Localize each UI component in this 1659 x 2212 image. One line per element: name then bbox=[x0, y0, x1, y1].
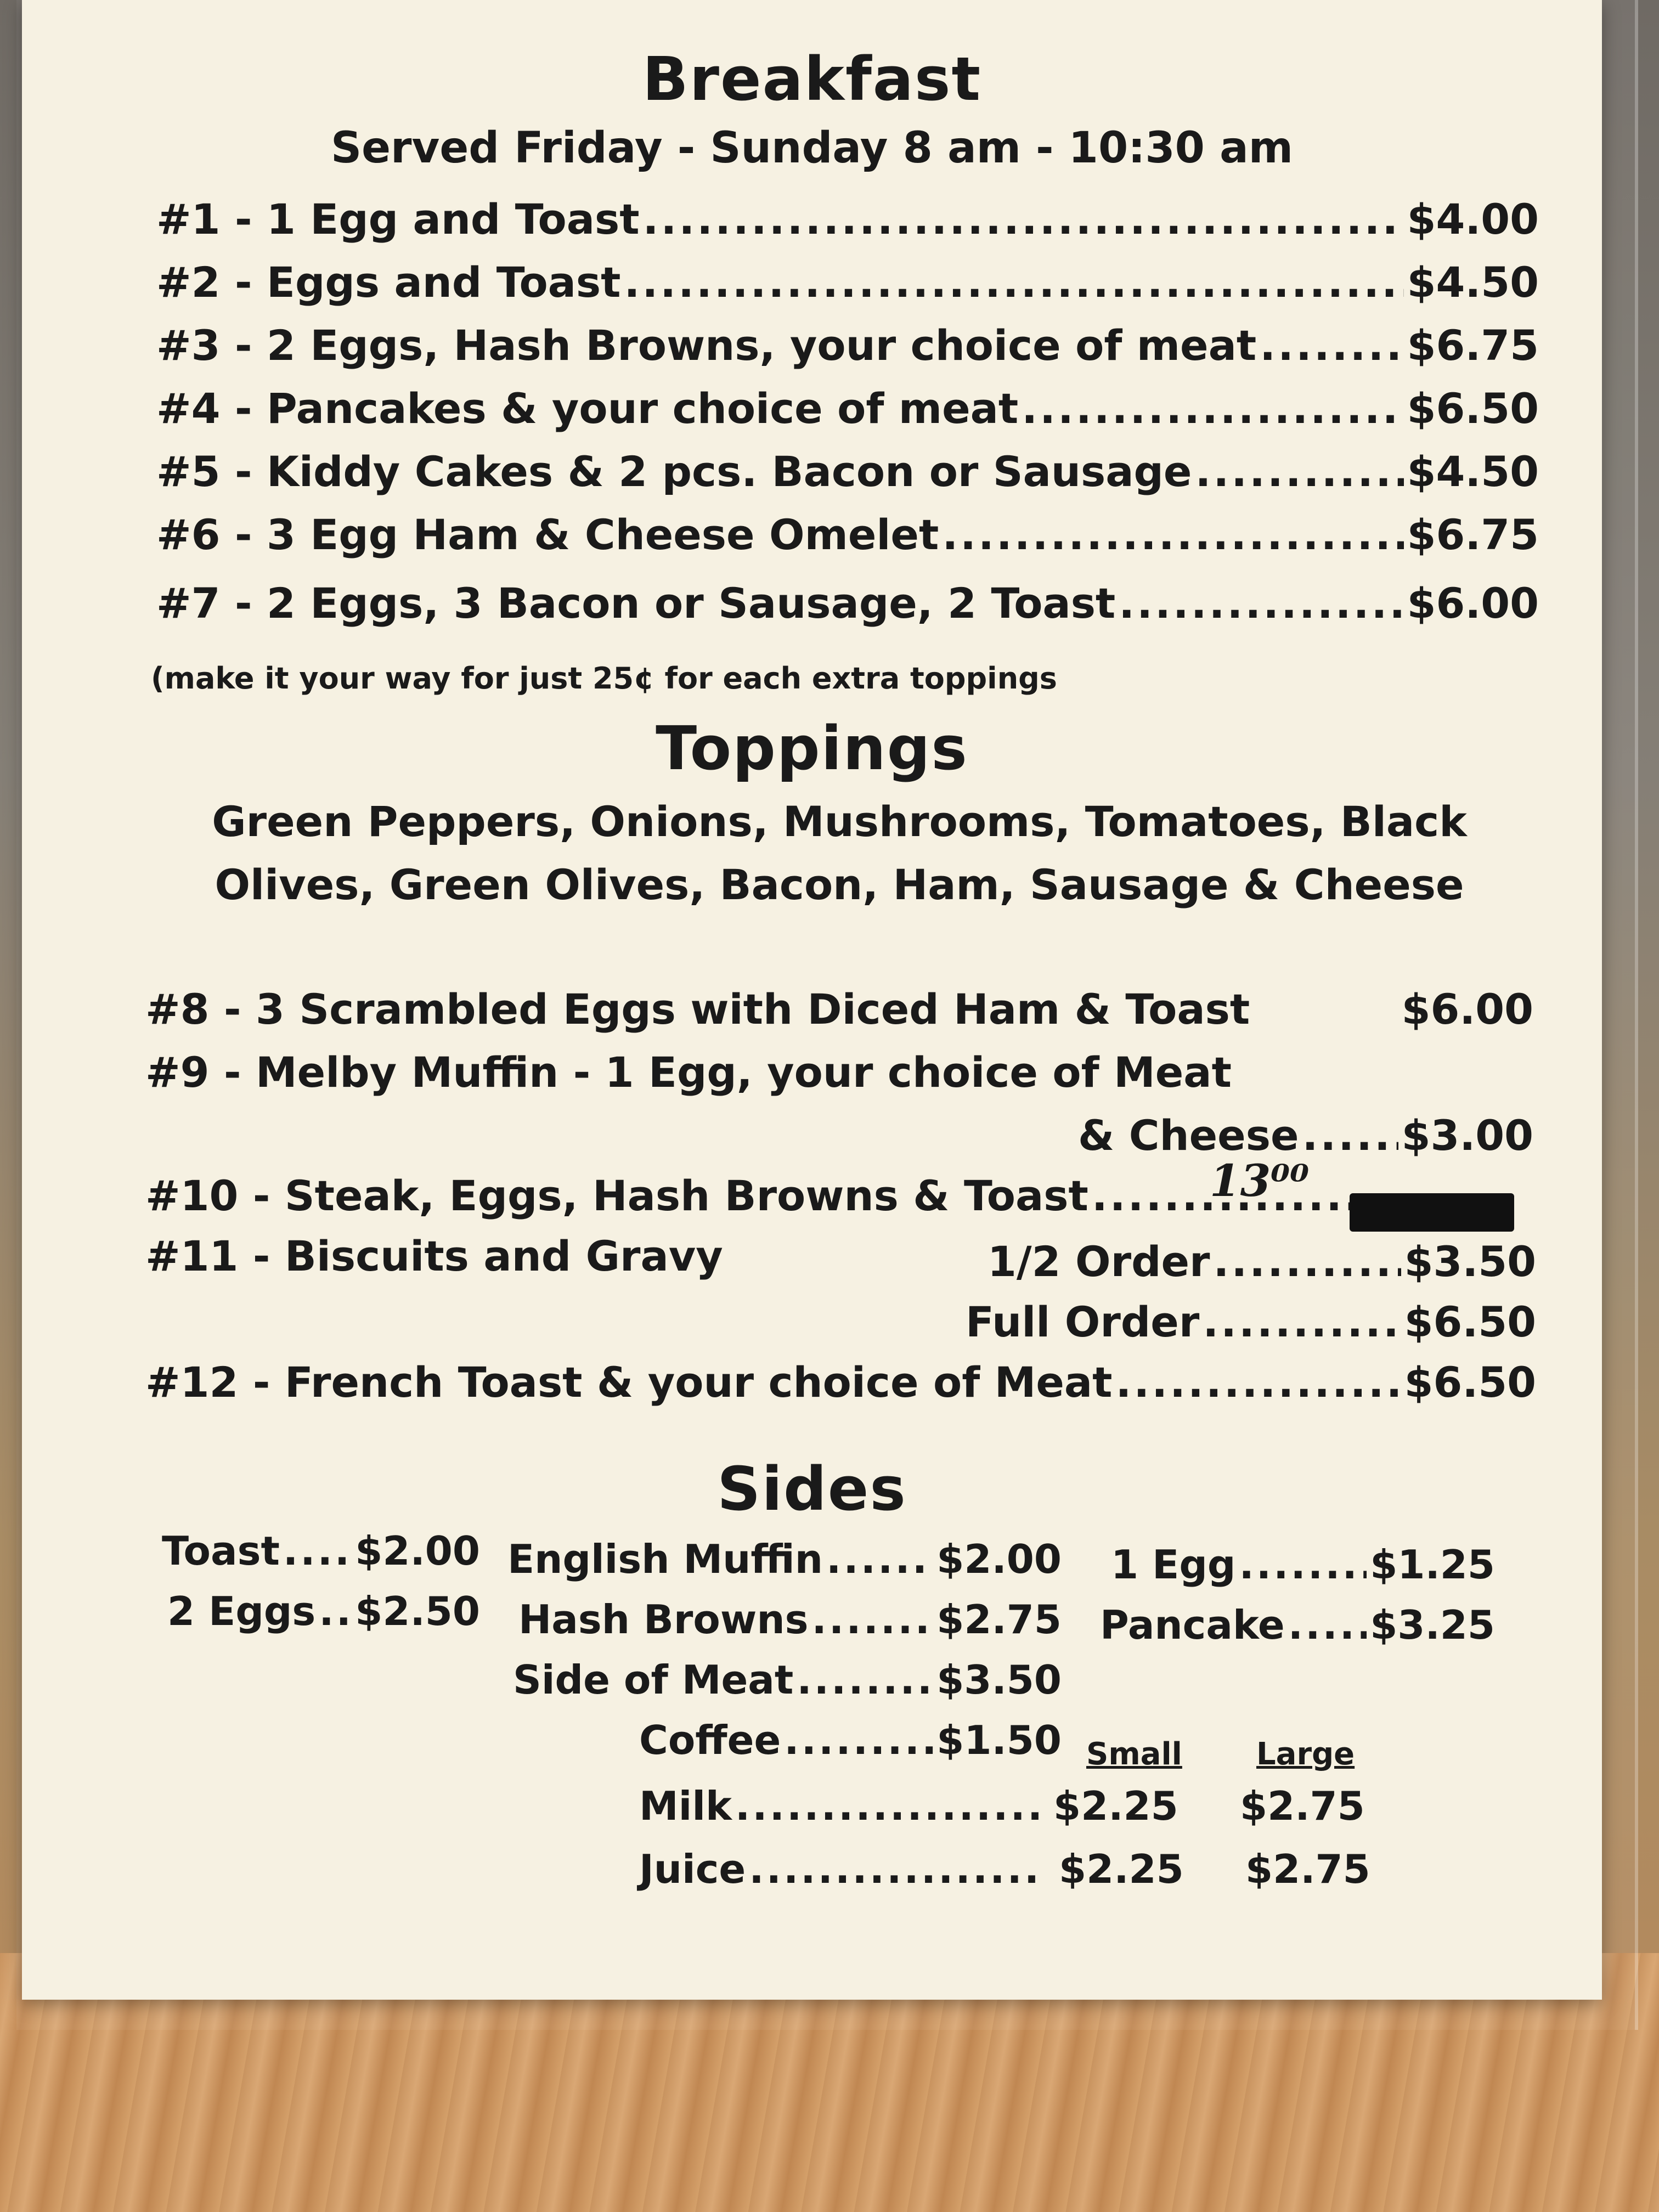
menu-item bbox=[145, 985, 1533, 1034]
leader-dots bbox=[812, 1596, 934, 1643]
item-name: #10 - Steak, Eggs, Hash Browns & Toast bbox=[145, 1171, 1088, 1220]
menu-item bbox=[156, 321, 1539, 370]
menu-item bbox=[156, 510, 1539, 559]
breakfast-hours: Served Friday - Sunday 8 am - 10:30 am bbox=[330, 123, 1294, 173]
menu-sheet bbox=[22, 0, 1602, 2000]
side-name: Coffee bbox=[639, 1717, 781, 1763]
leader-dots bbox=[1302, 1111, 1398, 1160]
item-name: #9 - Melby Muffin - 1 Egg, your choice of Meat bbox=[145, 1048, 1232, 1097]
leader-dots bbox=[826, 1536, 933, 1582]
menu-item bbox=[156, 579, 1539, 628]
side-name: 2 Eggs bbox=[167, 1588, 316, 1634]
side-item bbox=[507, 1536, 1062, 1582]
toppings-list bbox=[159, 790, 1520, 916]
menu-item bbox=[988, 1237, 1536, 1286]
side-name: Side of Meat bbox=[513, 1657, 794, 1703]
item-name: #5 - Kiddy Cakes & 2 pcs. Bacon or Sausage bbox=[156, 447, 1192, 496]
item-name: #12 - French Toast & your choice of Meat bbox=[145, 1358, 1113, 1407]
item-name: #11 - Biscuits and Gravy bbox=[145, 1232, 723, 1280]
side-name: 1 Egg bbox=[1111, 1542, 1236, 1588]
drink-item bbox=[639, 1846, 1045, 1892]
item-name: #7 - 2 Eggs, 3 Bacon or Sausage, 2 Toast bbox=[156, 579, 1116, 628]
leader-dots bbox=[1022, 384, 1403, 433]
leader-dots bbox=[942, 510, 1403, 559]
item-name: #1 - 1 Egg and Toast bbox=[156, 195, 640, 244]
item-price: $6.50 bbox=[1404, 1358, 1536, 1407]
leader-dots bbox=[749, 1846, 1042, 1892]
item-price: $6.00 bbox=[1407, 579, 1539, 628]
side-price: $1.25 bbox=[1370, 1542, 1495, 1588]
handwritten-price: 13⁰⁰ bbox=[1210, 1155, 1310, 1206]
item-price: $6.00 bbox=[1401, 985, 1533, 1034]
extra-toppings-note: (make it your way for just 25¢ for each extra toppings bbox=[151, 661, 1057, 696]
drink-price-large: $2.75 bbox=[1240, 1783, 1365, 1829]
size-header-large: Large bbox=[1256, 1736, 1355, 1772]
item-name: #6 - 3 Egg Ham & Cheese Omelet bbox=[156, 510, 939, 559]
side-item bbox=[639, 1717, 1062, 1763]
toppings-line: Olives, Green Olives, Bacon, Ham, Sausage & Cheese bbox=[215, 860, 1464, 909]
menu-item bbox=[156, 195, 1539, 244]
side-item bbox=[1100, 1602, 1495, 1648]
side-item bbox=[513, 1657, 1062, 1703]
leader-dots bbox=[624, 258, 1404, 307]
item-price: $6.50 bbox=[1404, 1297, 1536, 1346]
item-price: $4.50 bbox=[1407, 447, 1539, 496]
leader-dots bbox=[1119, 579, 1403, 628]
side-price: $2.75 bbox=[936, 1596, 1062, 1643]
menu-item bbox=[156, 384, 1539, 433]
item-price: $4.00 bbox=[1407, 195, 1539, 244]
leader-dots bbox=[797, 1657, 933, 1703]
toppings-line: Green Peppers, Onions, Mushrooms, Tomatoes, Black bbox=[212, 797, 1467, 846]
drink-item bbox=[639, 1783, 1045, 1829]
side-name: Pancake bbox=[1100, 1602, 1285, 1648]
leader-dots bbox=[283, 1528, 352, 1574]
side-item bbox=[1111, 1542, 1495, 1588]
side-item bbox=[167, 1588, 480, 1634]
item-name: #4 - Pancakes & your choice of meat bbox=[156, 384, 1019, 433]
menu-item bbox=[145, 1358, 1536, 1407]
leader-dots bbox=[1195, 447, 1403, 496]
breakfast-title: Breakfast bbox=[642, 44, 982, 114]
side-item bbox=[518, 1596, 1062, 1643]
menu-item bbox=[1078, 1111, 1533, 1160]
sides-title: Sides bbox=[717, 1454, 907, 1524]
item-price: $6.75 bbox=[1407, 321, 1539, 370]
side-price: $1.50 bbox=[936, 1717, 1062, 1763]
blacked-out-price bbox=[1350, 1193, 1514, 1232]
item-name-continued: & Cheese bbox=[1078, 1111, 1299, 1160]
leader-dots bbox=[1239, 1542, 1367, 1588]
leader-dots bbox=[1214, 1237, 1401, 1286]
side-price: $2.00 bbox=[936, 1536, 1062, 1582]
side-price: $2.50 bbox=[355, 1588, 480, 1634]
side-price: $2.00 bbox=[355, 1528, 480, 1574]
drink-price-large: $2.75 bbox=[1245, 1846, 1370, 1892]
item-price: $3.00 bbox=[1401, 1111, 1533, 1160]
leader-dots bbox=[1288, 1602, 1367, 1648]
menu-item bbox=[966, 1297, 1536, 1346]
side-name: Toast bbox=[162, 1528, 280, 1574]
leader-dots bbox=[643, 195, 1404, 244]
menu-item bbox=[156, 258, 1539, 307]
item-price: $3.50 bbox=[1404, 1237, 1536, 1286]
item-name: #3 - 2 Eggs, Hash Browns, your choice of meat bbox=[156, 321, 1257, 370]
drink-name: Juice bbox=[639, 1846, 746, 1892]
leader-dots bbox=[319, 1588, 352, 1634]
menu-item bbox=[145, 1171, 1369, 1220]
item-name: #2 - Eggs and Toast bbox=[156, 258, 621, 307]
item-name: #8 - 3 Scrambled Eggs with Diced Ham & Toast bbox=[145, 985, 1250, 1034]
item-price: $4.50 bbox=[1407, 258, 1539, 307]
drink-price-small: $2.25 bbox=[1059, 1846, 1184, 1892]
item-option: 1/2 Order bbox=[988, 1237, 1210, 1286]
size-header-small: Small bbox=[1086, 1736, 1182, 1772]
drink-price-small: $2.25 bbox=[1053, 1783, 1178, 1829]
side-item bbox=[162, 1528, 480, 1574]
leader-dots bbox=[735, 1783, 1042, 1829]
leader-dots bbox=[784, 1717, 933, 1763]
side-name: English Muffin bbox=[507, 1536, 823, 1582]
side-name: Hash Browns bbox=[518, 1596, 809, 1643]
toppings-title: Toppings bbox=[656, 713, 968, 783]
drink-name: Milk bbox=[639, 1783, 732, 1829]
item-price: $6.50 bbox=[1407, 384, 1539, 433]
leader-dots bbox=[1116, 1358, 1401, 1407]
menu-item bbox=[156, 447, 1539, 496]
item-option: Full Order bbox=[966, 1297, 1200, 1346]
side-price: $3.50 bbox=[936, 1657, 1062, 1703]
item-price: $6.75 bbox=[1407, 510, 1539, 559]
side-price: $3.25 bbox=[1370, 1602, 1495, 1648]
leader-dots bbox=[1203, 1297, 1401, 1346]
leader-dots bbox=[1260, 321, 1403, 370]
